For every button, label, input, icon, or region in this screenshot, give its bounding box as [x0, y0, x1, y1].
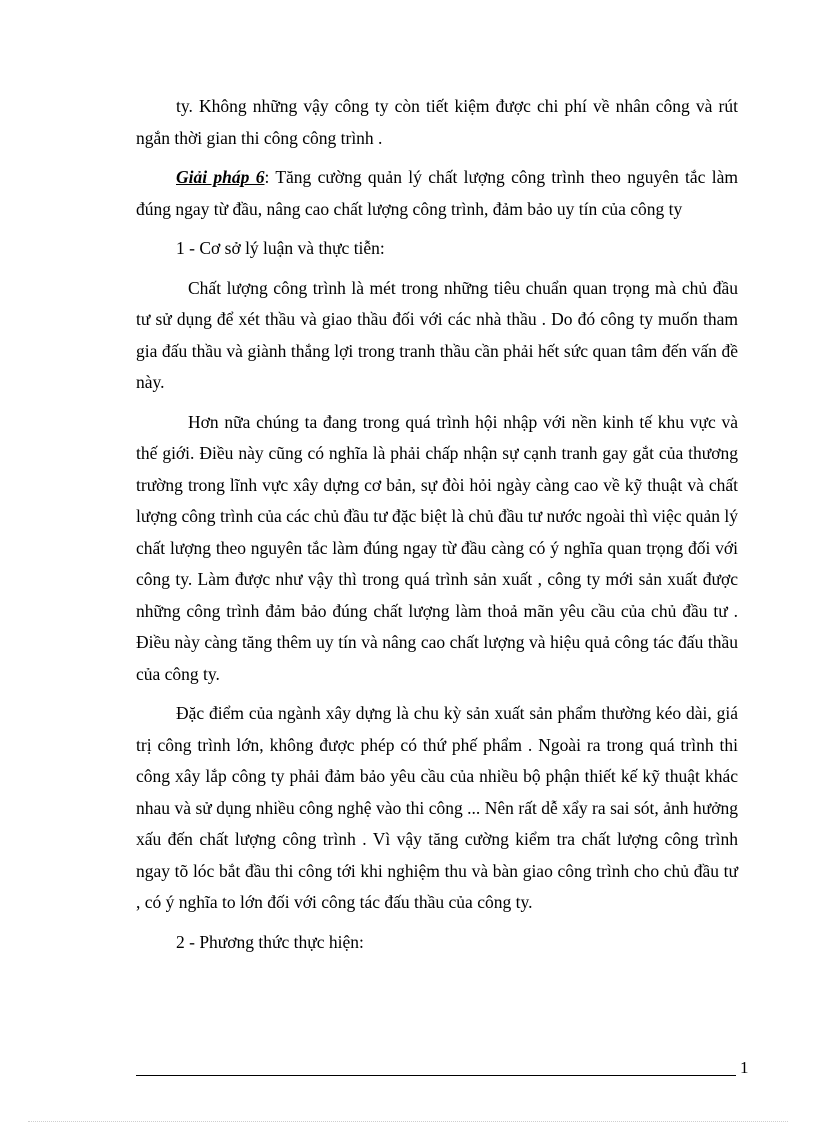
section-heading-method: 2 - Phương thức thực hiện: [176, 931, 364, 952]
paragraph-characteristics: Đặc điểm của ngành xây dựng là chu kỳ sản xuất sản phẩm thường kéo dài, giá trị công trình lớn, không được phép có thứ phế phẩm . Ngoài ra trong quá trình thi công xây lắp công ty phải đảm bảo yêu cầu của nhiều bộ phận thiết kế kỹ thuật khác nhau và sử dụng nhiều công nghệ vào thi công ... Nên rất dễ xẩy ra sai sót, ảnh hưởng xấu đến chất lượng công trình . Vì vậy tăng cường kiểm tra chất lượng công trình ngay tõ lóc bắt đầu thi công tới khi nghiệm thu và bàn giao công trình cho chủ đầu tư , có ý nghĩa to lớn đối với công tác đấu thầu của công ty. [136, 703, 738, 912]
paragraph-continuation: ty. Không những vậy công ty còn tiết kiệm được chi phí về nhân công và rút ngắn thời gian thi công công trình . [136, 96, 738, 148]
footer-rule [136, 1075, 736, 1076]
paragraph-integration: Hơn nữa chúng ta đang trong quá trình hội nhập với nền kinh tế khu vực và thế giới. Điều này cũng có nghĩa là phải chấp nhận sự cạnh tranh gay gắt của thương trường trong lĩnh vực xây dựng cơ bản, sự đòi hỏi ngày càng cao về kỹ thuật và chất lượng công trình của các chủ đầu tư đặc biệt là chủ đầu tư nước ngoài thì việc quản lý chất lượng theo nguyên tắc làm đúng ngay từ đầu càng có ý nghĩa quan trọng đối với công ty. Làm được như vậy thì trong quá trình sản xuất , công ty mới sản xuất được những công trình đảm bảo đúng chất lượng làm thoả mãn yêu cầu của chủ đầu tư . Điều này càng tăng thêm uy tín và nâng cao chất lượng và hiệu quả công tác đấu thầu của công ty. [136, 411, 738, 684]
paragraph-solution-6 [136, 162, 738, 225]
paragraph-quality: Chất lượng công trình là mét trong những tiêu chuẩn quan trọng mà chủ đầu tư sử dụng để xét thầu và giao thầu đối với các nhà thầu . Do đó công ty muốn tham gia đấu thầu và giành thắng lợi trong tranh thầu cần phải hết sức quan tâm đến vấn đề này. [136, 277, 738, 392]
page-number: 1 [740, 1058, 749, 1077]
section-heading-basis: 1 - Cơ sở lý luận và thực tiễn: [176, 238, 385, 258]
body-text [136, 91, 738, 966]
solution-text: : Tăng cường quản lý chất lượng công trình theo nguyên tắc làm đúng ngay từ đầu, nâng cao chất lượng công trình, đảm bảo uy tín của công ty [136, 167, 738, 219]
solution-label: Giải pháp 6 [176, 167, 265, 187]
page-edge-dotted-line [28, 1121, 788, 1122]
